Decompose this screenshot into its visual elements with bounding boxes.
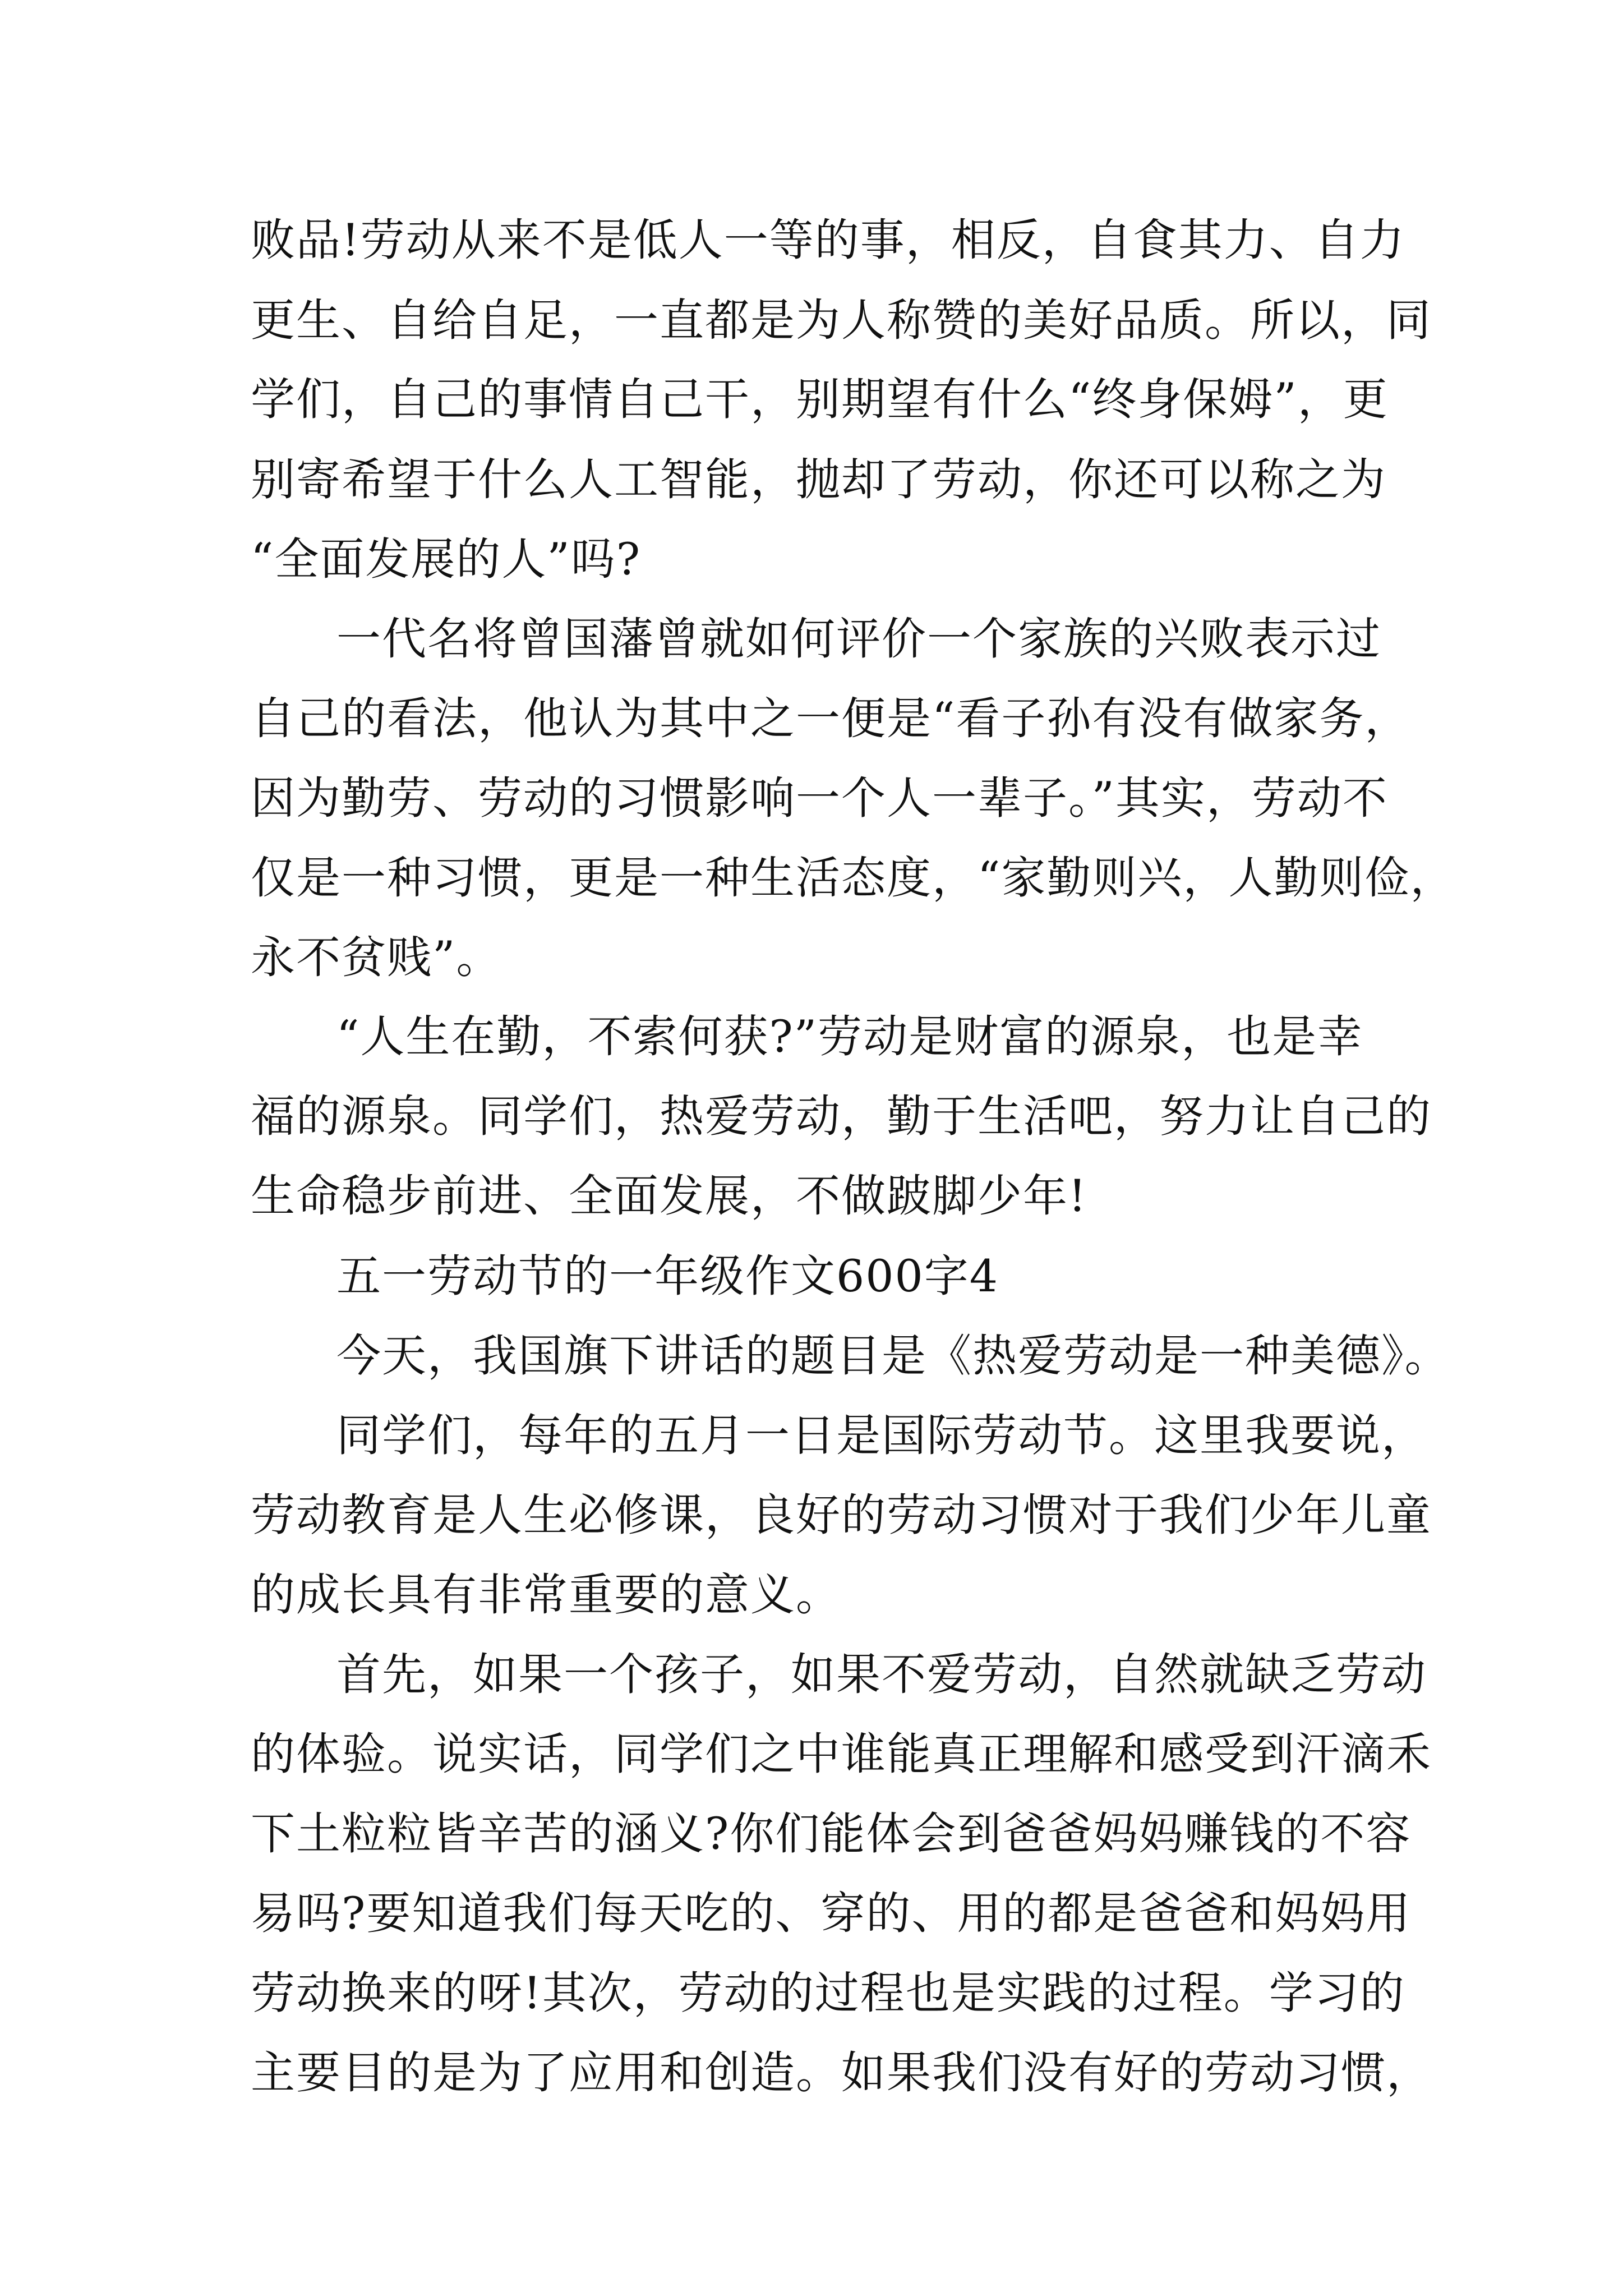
text-line: “人生在勤，不索何获?”劳动是财富的源泉，也是幸 bbox=[336, 1011, 1363, 1062]
text-line: 学们，自己的事情自己干，别期望有什么“终身保姆”，更 bbox=[251, 374, 1389, 425]
text-line: 仅是一种习惯，更是一种生活态度，“家勤则兴，人勤则俭， bbox=[251, 852, 1456, 904]
text-line: 因为勤劳、劳动的习惯影响一个人一辈子。”其实，劳动不 bbox=[251, 772, 1388, 824]
text-line: 劳动换来的呀!其次，劳动的过程也是实践的过程。学习的 bbox=[251, 1967, 1405, 2019]
text-line: 一代名将曾国藩曾就如何评价一个家族的兴败表示过 bbox=[336, 613, 1381, 665]
text-line: 易吗?要知道我们每天吃的、穿的、用的都是爸爸和妈妈用 bbox=[251, 1888, 1412, 1939]
text-line: 更生、自给自足，一直都是为人称赞的美好品质。所以，同 bbox=[251, 295, 1432, 346]
text-line: 败品!劳动从来不是低人一等的事，相反，自食其力、自力 bbox=[251, 214, 1405, 266]
text-line: 别寄希望于什么人工智能，抛却了劳动，你还可以称之为 bbox=[251, 454, 1386, 505]
section-heading: 五一劳动节的一年级作文600字4 bbox=[336, 1250, 999, 1302]
text-line: 首先，如果一个孩子，如果不爱劳动，自然就缺乏劳动 bbox=[336, 1649, 1427, 1700]
text-line: “全面发展的人”吗? bbox=[251, 533, 642, 585]
text-line: 劳动教育是人生必修课，良好的劳动习惯对于我们少年儿童 bbox=[251, 1489, 1432, 1541]
text-line: 自己的看法，他认为其中之一便是“看子孙有没有做家务， bbox=[251, 693, 1410, 744]
text-line: 今天，我国旗下讲话的题目是《热爱劳动是一种美德》。 bbox=[336, 1330, 1450, 1382]
text-line: 同学们，每年的五月一日是国际劳动节。这里我要说， bbox=[336, 1410, 1427, 1461]
text-line: 永不贫贱”。 bbox=[251, 932, 502, 983]
text-line: 生命稳步前进、全面发展，不做跛脚少年! bbox=[251, 1170, 1087, 1222]
text-line: 的成长具有非常重要的意义。 bbox=[251, 1569, 841, 1621]
text-line: 福的源泉。同学们，热爱劳动，勤于生活吧，努力让自己的 bbox=[251, 1091, 1432, 1142]
text-line: 的体验。说实话，同学们之中谁能真正理解和感受到汗滴禾 bbox=[251, 1728, 1432, 1780]
text-line: 下土粒粒皆辛苦的涵义?你们能体会到爸爸妈妈赚钱的不容 bbox=[251, 1808, 1412, 1860]
text-line: 主要目的是为了应用和创造。如果我们没有好的劳动习惯， bbox=[251, 2047, 1432, 2099]
